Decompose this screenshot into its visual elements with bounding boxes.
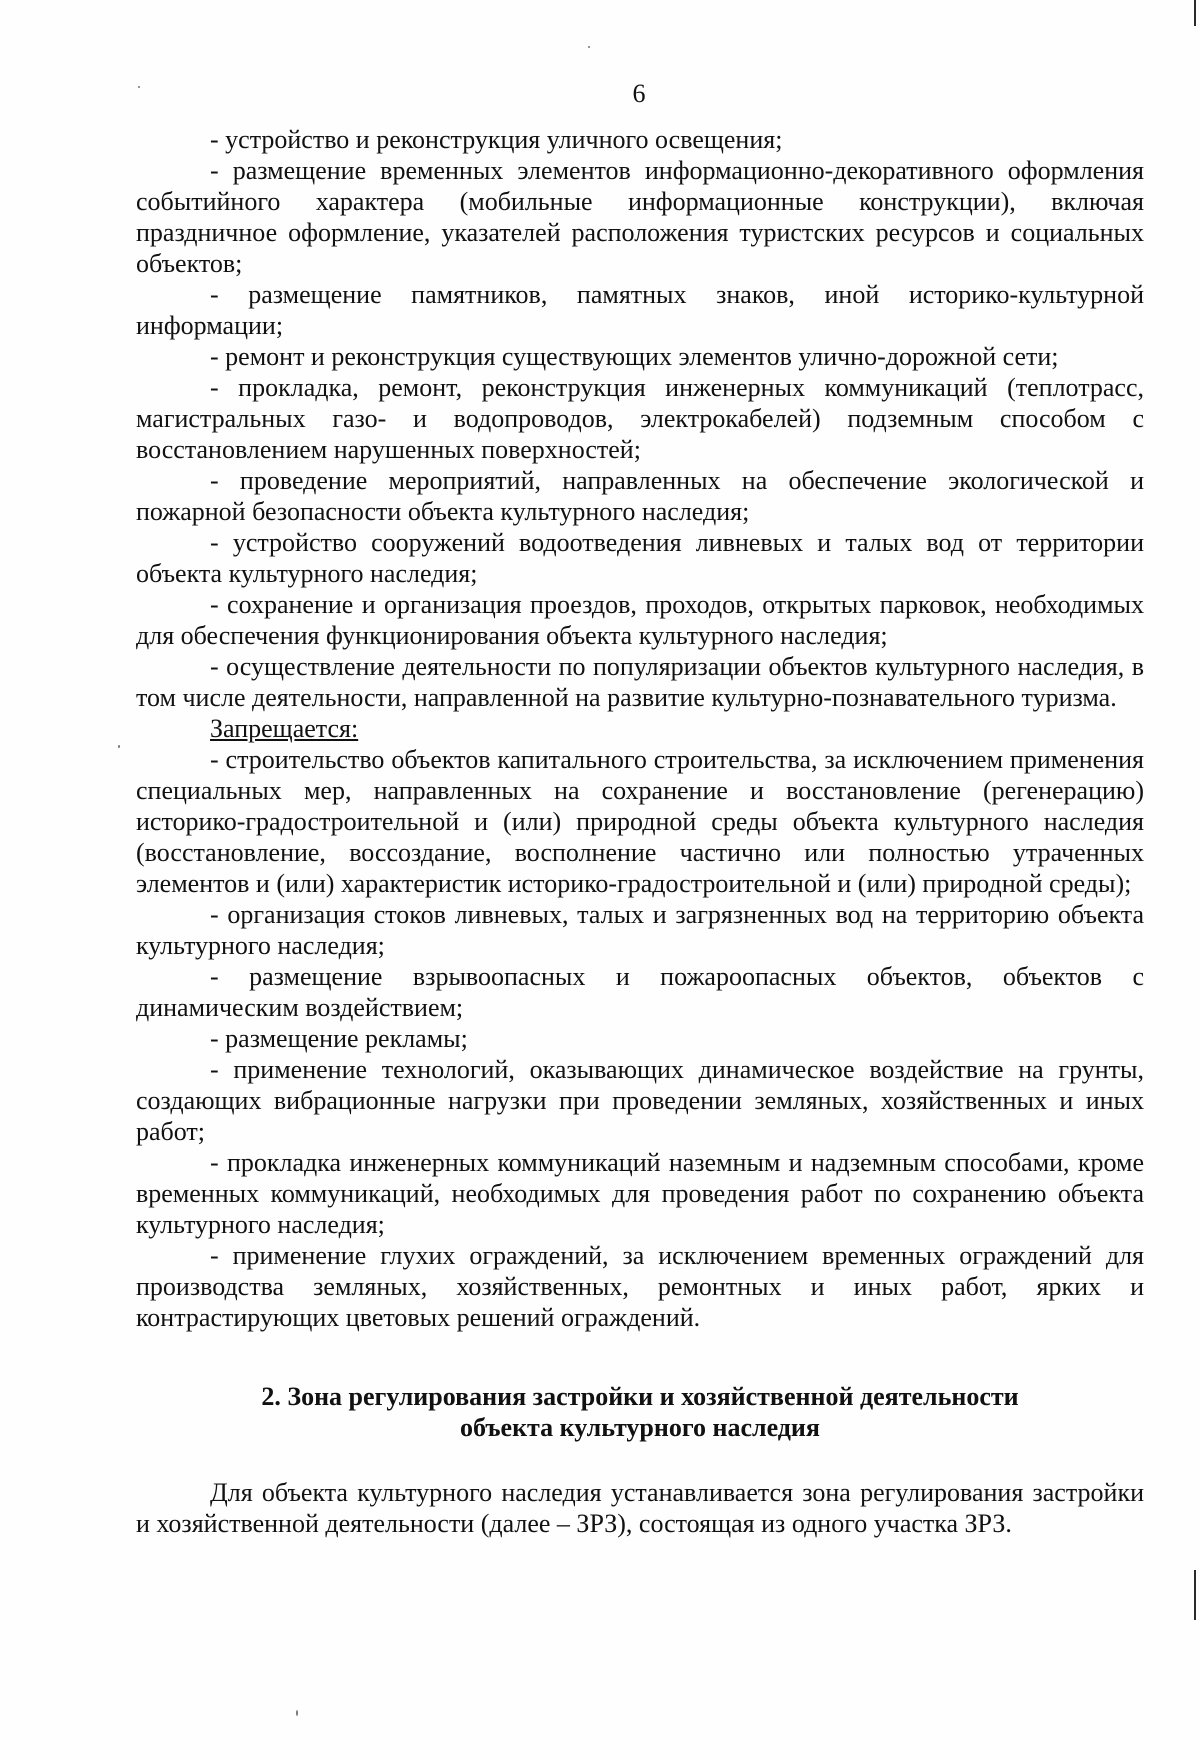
scan-speck [588, 46, 590, 48]
section-title-line: объекта культурного наследия [460, 1413, 820, 1442]
list-item: - размещение памятников, памятных знаков, иной историко-культурной информации; [136, 280, 1144, 340]
list-item: - размещение рекламы; [210, 1024, 468, 1053]
prohibited-activities-list [136, 744, 1144, 1333]
list-item: - проведение мероприятий, направленных на обеспечение экологической и пожарной безопасности объекта культурного наследия; [136, 466, 1144, 526]
section-intro-paragraph: Для объекта культурного наследия устанавливается зона регулирования застройки и хозяйственной деятельности (далее – ЗРЗ), состоящая из одного участка ЗРЗ. [136, 1478, 1144, 1538]
list-item: - ремонт и реконструкция существующих элементов улично-дорожной сети; [210, 342, 1059, 371]
list-item: - прокладка инженерных коммуникаций наземным и надземным способами, кроме временных коммуникаций, необходимых для проведения работ по сохранению объекта культурного наследия; [136, 1148, 1144, 1239]
scan-edge-mark [1194, 0, 1196, 26]
list-item: - строительство объектов капитального строительства, за исключением применения специальных мер, направленных на сохранение и восстановление (регенерацию) историко-градостроительной и (или) природной среды объекта культурного наследия (восстановление, воссоздание, восполнение частично или полностью утраченных элементов и (или) характеристик историко-градостроительной и (или) природной среды); [136, 745, 1144, 898]
list-item: - применение технологий, оказывающих динамическое воздействие на грунты, создающих вибрационные нагрузки при проведении земляных, хозяйственных и иных работ; [136, 1055, 1144, 1146]
prohibited-heading: Запрещается: [210, 714, 359, 743]
list-item: - организация стоков ливневых, талых и загрязненных вод на территорию объекта культурного наследия; [136, 900, 1144, 960]
allowed-activities-list [136, 124, 1144, 713]
list-item: - размещение временных элементов информационно-декоративного оформления событийного характера (мобильные информационные конструкции), включая праздничное оформление, указателей расположения туристских ресурсов и социальных объектов; [136, 156, 1144, 278]
list-item: - сохранение и организация проездов, проходов, открытых парковок, необходимых для обеспечения функционирования объекта культурного наследия; [136, 590, 1144, 650]
scan-speck [296, 1710, 298, 1716]
list-item: - осуществление деятельности по популяризации объектов культурного наследия, в том числе деятельности, направленной на развитие культурно-познавательного туризма. [136, 652, 1144, 712]
scan-speck [118, 745, 120, 748]
scan-edge-mark [1194, 1570, 1196, 1620]
section-title-line: 2. Зона регулирования застройки и хозяйственной деятельности [261, 1382, 1019, 1411]
list-item: - устройство сооружений водоотведения ливневых и талых вод от территории объекта культурного наследия; [136, 528, 1144, 588]
page-number: 6 [632, 79, 646, 108]
document-body [136, 124, 1144, 1539]
list-item: - прокладка, ремонт, реконструкция инженерных коммуникаций (теплотрасс, магистральных газо- и водопроводов, электрокабелей) подземным способом с восстановлением нарушенных поверхностей; [136, 373, 1144, 464]
list-item: - применение глухих ограждений, за исключением временных ограждений для производства земляных, хозяйственных, ремонтных и иных работ, ярких и контрастирующих цветовых решений ограждений. [136, 1241, 1144, 1332]
list-item: - размещение взрывоопасных и пожароопасных объектов, объектов с динамическим воздействием; [136, 962, 1144, 1022]
list-item: - устройство и реконструкция уличного освещения; [210, 125, 783, 154]
section-title [136, 1381, 1144, 1443]
